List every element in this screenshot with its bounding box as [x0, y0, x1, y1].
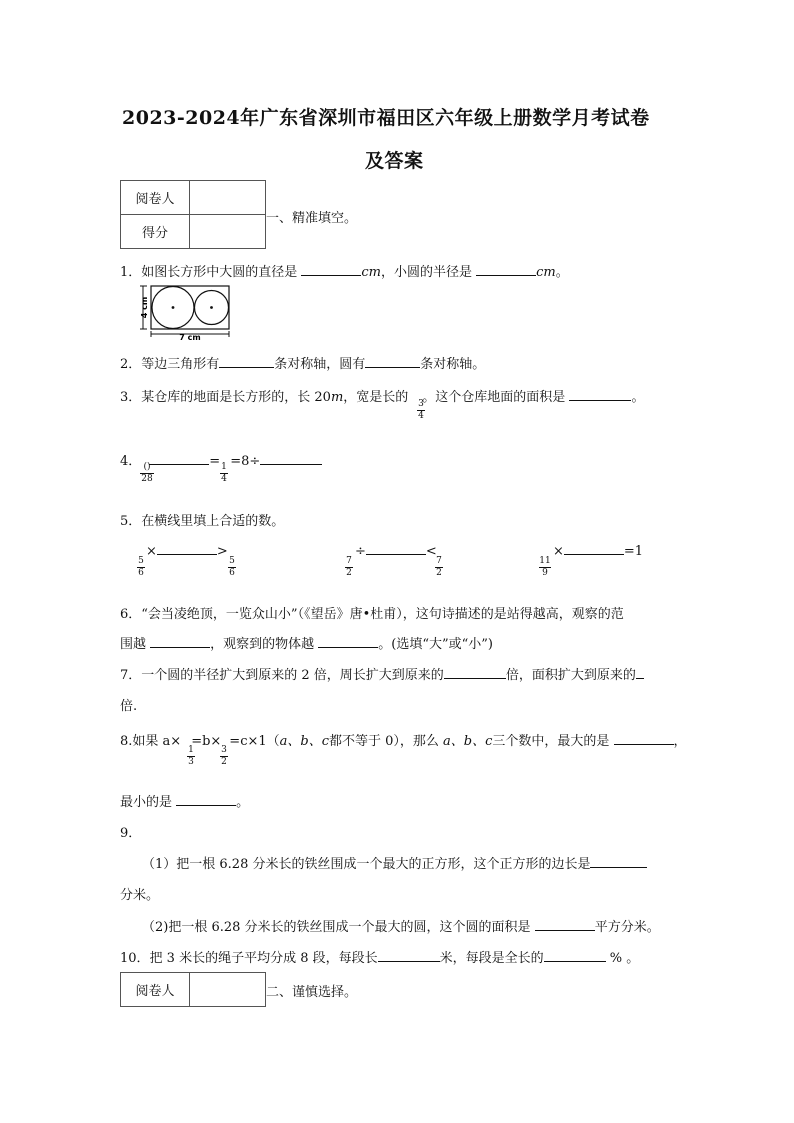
question-5: 5．在横线里填上合适的数。	[120, 514, 285, 529]
q5-item1-frac-a	[136, 556, 146, 579]
question-6: 6．“会当凌绝顶，一览众山小”（《望岳》唐•杜甫），这句诗描述的是站得越高，观察的范	[120, 607, 624, 622]
q8-f1-num: 1	[188, 745, 194, 755]
q8-text-f: ，	[673, 734, 687, 749]
q5-item-2	[355, 542, 437, 559]
q4-fraction-2	[219, 462, 229, 485]
q3-text-b: ，宽是长的	[343, 390, 409, 405]
q10-text-b: 米，每段是全长的	[439, 951, 544, 966]
question-6-line2	[120, 633, 493, 652]
q7-blank-1[interactable]	[444, 666, 506, 679]
small-circle-center	[210, 306, 213, 309]
q2-blank-2[interactable]	[365, 355, 420, 368]
q1-figure	[138, 284, 234, 342]
q5-item1-blank[interactable]	[157, 542, 217, 555]
q3-unit: m	[330, 390, 344, 405]
q2-text: 2．等边三角形有	[120, 357, 220, 372]
q5-i2b-den: 2	[436, 568, 442, 578]
q5-i1-den: 6	[138, 568, 144, 578]
q4-frac1-num: ()	[143, 462, 151, 472]
question-3	[120, 386, 644, 405]
q5-i2b-num: 7	[436, 556, 442, 566]
q5-item1-frac-b	[227, 556, 237, 579]
q2-text-b: 条对称轴，圆有	[274, 357, 366, 372]
q6-blank-2[interactable]	[318, 635, 378, 648]
q5-item3-blank[interactable]	[564, 542, 624, 555]
question-9-part1-unit: 分米。	[120, 888, 160, 903]
q8-vars-1: a、b、c	[279, 734, 329, 749]
score-cell[interactable]	[190, 215, 266, 249]
large-circle-center	[172, 306, 175, 309]
q1-text-b: ，小圆的半径是	[381, 265, 477, 280]
q5-item-1	[146, 542, 228, 559]
width-label: 7 cm	[179, 333, 201, 342]
q4-blank-1[interactable]	[149, 452, 209, 465]
q5-item2-frac-b	[434, 556, 444, 579]
rectangle-shape	[151, 286, 229, 329]
question-1	[120, 261, 569, 280]
q1-unit-2: cm	[536, 265, 556, 280]
q5-i1-op: ×	[146, 544, 157, 559]
q8-line2-b: 。	[236, 795, 250, 810]
q8-text-a: 8.如果 a×	[120, 734, 182, 749]
reviewer-cell-2[interactable]	[190, 973, 266, 1007]
q5-i1-num: 5	[138, 556, 144, 566]
q5-i3-rel: =1	[623, 544, 644, 559]
q7-blank-2[interactable]	[636, 666, 644, 679]
q1-blank-1[interactable]	[301, 263, 361, 276]
question-10	[120, 947, 639, 966]
q8-blank-2[interactable]	[176, 793, 236, 806]
section-heading-1: 一、精准填空。	[266, 211, 358, 226]
question-7-line2: 倍.	[120, 699, 138, 714]
q9-p2-text: （2)把一根 6.28 分米长的铁丝围成一个最大的圆，这个圆的面积是	[142, 920, 535, 935]
q8-line2-a: 最小的是	[120, 795, 177, 810]
q1-text-c: 。	[555, 265, 569, 280]
q10-blank-2[interactable]	[544, 949, 606, 962]
score-table-2	[120, 972, 266, 1007]
q3-frac-num: 3	[418, 399, 424, 409]
q3-text-d: 。	[631, 390, 645, 405]
q8-f2-num: 3	[221, 745, 227, 755]
question-7	[120, 664, 644, 683]
q5-item-3	[553, 542, 643, 559]
q5-i2-op: ÷	[355, 544, 366, 559]
q8-fraction-1	[186, 745, 196, 768]
q8-f1-den: 3	[188, 757, 194, 767]
question-9-part1	[142, 853, 647, 872]
q6-text-b: ，观察到的物体越	[210, 637, 319, 652]
section-heading-2: 二、谨慎选择。	[266, 985, 358, 1000]
q5-i3-op: ×	[553, 544, 564, 559]
q3-text: 3．某仓库的地面是长方形的，长 20	[120, 390, 331, 405]
q4-frac2-den: 4	[221, 474, 227, 484]
q8-fraction-2	[219, 745, 229, 768]
q9-blank-1[interactable]	[590, 855, 647, 868]
reviewer-cell[interactable]	[190, 181, 266, 215]
q4-eq-1: =	[209, 454, 221, 469]
q5-item2-blank[interactable]	[366, 542, 426, 555]
q6-blank-1[interactable]	[150, 635, 210, 648]
question-8	[120, 730, 687, 749]
q8-text-e: 三个数中，最大的是	[492, 734, 614, 749]
q5-i3-den: 9	[542, 568, 548, 578]
q4-fraction-1	[139, 462, 155, 485]
height-label: 4 cm	[140, 296, 149, 319]
q7-text-a: 7．一个圆的半径扩大到原来的 2 倍，周长扩大到原来的	[120, 668, 444, 683]
q3-text-c: 。这个仓库地面的面积是	[422, 390, 570, 405]
q5-item3-frac-a	[538, 556, 552, 579]
q5-i1b-num: 5	[229, 556, 235, 566]
q4-label: 4．	[120, 454, 142, 469]
q3-fraction	[416, 399, 426, 422]
page-title: 2023-2024年广东省深圳市福田区六年级上册数学月考试卷	[122, 107, 650, 129]
q5-i2-num: 7	[346, 556, 352, 566]
q9-blank-2[interactable]	[535, 918, 595, 931]
q2-text-c: 条对称轴。	[420, 357, 486, 372]
q5-i2-den: 2	[346, 568, 352, 578]
q1-unit-1: cm	[361, 265, 382, 280]
q8-f2-den: 2	[221, 757, 227, 767]
q7-text-b: 倍，面积扩大到原来的	[505, 668, 636, 683]
q3-frac-den: 4	[418, 411, 424, 421]
q8-text-b: =b×	[191, 734, 222, 749]
question-9-part2	[142, 916, 660, 935]
q8-text-c: =c×1（	[229, 734, 280, 749]
reviewer-label: 阅卷人	[121, 181, 190, 215]
q5-item2-frac-a	[344, 556, 354, 579]
reviewer-label-2: 阅卷人	[121, 973, 190, 1007]
q4-frac2-num: 1	[221, 462, 227, 472]
q1-text: 1．如图长方形中大圆的直径是	[120, 265, 302, 280]
q5-i3-num: 11	[539, 556, 551, 566]
q4-blank-2[interactable]	[260, 452, 322, 465]
q9-p1-text: （1）把一根 6.28 分米长的铁丝围成一个最大的正方形，这个正方形的边长是	[142, 857, 591, 872]
q8-blank-1[interactable]	[614, 732, 674, 745]
q3-blank[interactable]	[569, 388, 631, 401]
q10-blank-1[interactable]	[378, 949, 440, 962]
question-9: 9．	[120, 826, 142, 841]
q6-text-c: 。(选填“大”或“小”)	[378, 637, 494, 652]
q5-i1-rel: >	[216, 544, 228, 559]
q4-frac1-den: 28	[141, 474, 153, 484]
q2-blank-1[interactable]	[219, 355, 274, 368]
page-title-line2: 及答案	[365, 150, 424, 172]
q6-text-a: 围越	[120, 637, 151, 652]
question-2	[120, 353, 485, 372]
q1-blank-2[interactable]	[476, 263, 536, 276]
q10-text-c: % 。	[605, 951, 640, 966]
q4-eq-2: =8÷	[230, 454, 261, 469]
q5-i1b-den: 6	[229, 568, 235, 578]
q9-p2-unit: 平方分米。	[594, 920, 660, 935]
q8-text-d: 都不等于 0），那么	[329, 734, 444, 749]
q8-vars-2: a、b、c	[443, 734, 493, 749]
q5-i2-rel: <	[425, 544, 437, 559]
score-table	[120, 180, 266, 249]
question-8-line2	[120, 791, 249, 810]
score-label: 得分	[121, 215, 190, 249]
q10-text-a: 10．把 3 米长的绳子平均分成 8 段，每段长	[120, 951, 378, 966]
